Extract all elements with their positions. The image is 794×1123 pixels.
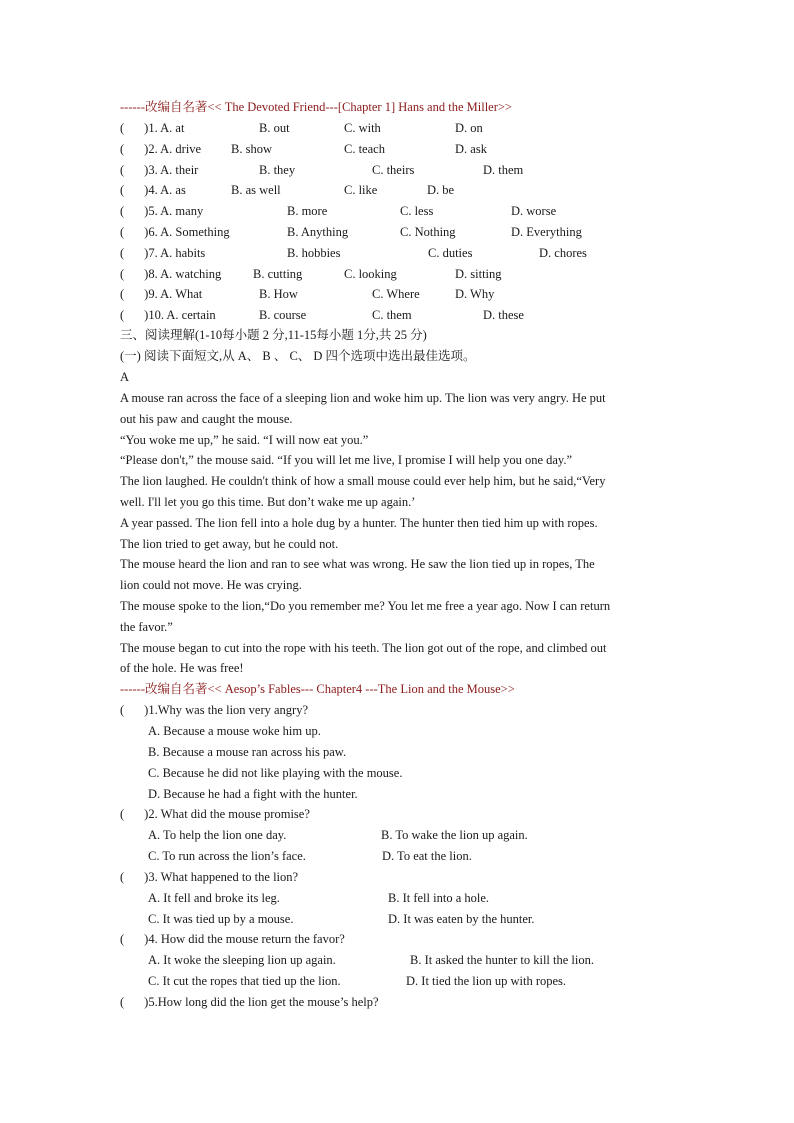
- passage-line: well. I'll let you go this time. But don’t wake me up again.’: [120, 495, 416, 509]
- option-b: B. course: [259, 308, 307, 323]
- passage-line: “Please don't,” the mouse said. “If you will let me live, I promise I will help you one day.”: [120, 453, 573, 468]
- option-b: B. It fell into a hole.: [388, 891, 490, 905]
- question-stem: )1.Why was the lion very angry?: [144, 703, 309, 717]
- option-a: )4. A. as: [144, 183, 186, 198]
- option-c: C. looking: [344, 266, 397, 281]
- answer-paren: (: [120, 162, 125, 177]
- question-stem: )2. What did the mouse promise?: [144, 807, 310, 821]
- question-5: [120, 993, 379, 1011]
- option-c: C. with: [344, 121, 381, 135]
- passage-line: of the hole. He was free!: [120, 661, 244, 676]
- option-b: B. Anything: [287, 225, 349, 239]
- option-c: C. less: [400, 204, 434, 219]
- option-c: C. Because he did not like playing with the mouse.: [148, 766, 403, 780]
- option-a: )9. A. What: [144, 287, 203, 302]
- section-title: 三、阅读理解(1-10每小题 2 分,11-15每小题 1分,共 25 分): [120, 328, 427, 342]
- answer-paren: (: [120, 266, 125, 281]
- option-b: B. out: [259, 121, 290, 135]
- option-d: D. them: [483, 162, 524, 177]
- option-a: A. To help the lion one day.: [148, 828, 287, 842]
- option-c: C. Nothing: [400, 225, 456, 239]
- option-a: )8. A. watching: [144, 266, 222, 281]
- option-d: D. be: [427, 183, 455, 198]
- cloze-item: [120, 223, 230, 241]
- answer-paren: (: [120, 245, 125, 260]
- answer-paren: (: [120, 141, 125, 156]
- option-a: A. It woke the sleeping lion up again.: [148, 953, 336, 967]
- passage-line: “You woke me up,” he said. “I will now eat you.”: [120, 432, 369, 447]
- cloze-item: [120, 140, 201, 158]
- section-instruction: (一) 阅读下面短文,从 A、 B 、 C、 D 四个选项中选出最佳选项。: [120, 349, 476, 363]
- passage-label: A: [120, 370, 130, 384]
- option-b: B. It asked the hunter to kill the lion.: [410, 953, 594, 967]
- answer-paren: (: [120, 703, 125, 717]
- option-d: D. Because he had a fight with the hunter.: [148, 787, 358, 801]
- option-a: )5. A. many: [144, 204, 204, 219]
- option-a: )2. A. drive: [144, 141, 202, 156]
- passage-line: The lion tried to get away, but he could not.: [120, 536, 339, 551]
- option-b: B. more: [287, 204, 328, 219]
- option-a: )10. A. certain: [144, 308, 216, 323]
- passage-line: The lion laughed. He couldn't think of how a small mouse could ever help him, but he said,“Very: [120, 474, 606, 489]
- option-d: D. It was eaten by the hunter.: [388, 912, 535, 926]
- cloze-item: [120, 306, 216, 324]
- answer-paren: (: [120, 308, 125, 323]
- question-stem: )5.How long did the lion get the mouse’s help?: [144, 995, 379, 1009]
- passage-line: The mouse heard the lion and ran to see what was wrong. He saw the lion tied up in ropes, The: [120, 557, 595, 572]
- cloze-item: [120, 161, 198, 179]
- option-b: B. Because a mouse ran across his paw.: [148, 745, 347, 759]
- option-b: B. To wake the lion up again.: [381, 828, 528, 842]
- option-a: )6. A. Something: [144, 225, 230, 239]
- option-b: B. How: [259, 287, 298, 302]
- option-d: D. chores: [539, 245, 587, 260]
- source-citation-1: ------改编自名著<< The Devoted Friend---[Chapter 1] Hans and the Miller>>: [120, 100, 512, 114]
- option-a: )1. A. at: [144, 121, 185, 135]
- answer-paren: (: [120, 225, 125, 239]
- option-a: A. Because a mouse woke him up.: [148, 724, 321, 738]
- option-c: C. It was tied up by a mouse.: [148, 912, 294, 926]
- cloze-item: [120, 119, 184, 137]
- option-d: D. Everything: [511, 225, 582, 239]
- option-c: C. Where: [372, 287, 420, 302]
- passage-line: A year passed. The lion fell into a hole dug by a hunter. The hunter then tied him up with ropes.: [120, 515, 598, 530]
- passage-line: The mouse spoke to the lion,“Do you remember me? You let me free a year ago. Now I can return: [120, 599, 611, 613]
- question-1: [120, 701, 308, 719]
- option-c: C. like: [344, 183, 378, 198]
- option-d: D. ask: [455, 141, 487, 156]
- answer-paren: (: [120, 807, 125, 821]
- option-c: C. duties: [428, 245, 473, 260]
- option-b: B. as well: [231, 183, 281, 198]
- option-d: D. sitting: [455, 266, 502, 281]
- option-c: C. teach: [344, 141, 385, 156]
- option-d: D. Why: [455, 287, 495, 302]
- answer-paren: (: [120, 932, 125, 946]
- option-d: D. It tied the lion up with ropes.: [406, 974, 567, 988]
- option-d: D. worse: [511, 204, 557, 219]
- passage-line: lion could not move. He was crying.: [120, 578, 302, 593]
- option-d: D. these: [483, 308, 524, 323]
- cloze-item: [120, 265, 221, 283]
- passage-line: the favor.”: [120, 619, 173, 634]
- source-citation-2: ------改编自名著<< Aesop’s Fables--- Chapter4 ---The Lion and the Mouse>>: [120, 682, 515, 696]
- option-d: D. To eat the lion.: [382, 849, 472, 863]
- option-a: A. It fell and broke its leg.: [148, 891, 280, 905]
- answer-paren: (: [120, 183, 125, 198]
- answer-paren: (: [120, 870, 125, 884]
- answer-paren: (: [120, 287, 125, 302]
- passage-line: A mouse ran across the face of a sleeping lion and woke him up. The lion was very angry. He put: [120, 391, 606, 405]
- passage-line: The mouse began to cut into the rope with his teeth. The lion got out of the rope, and climbed out: [120, 640, 607, 655]
- cloze-item: [120, 285, 202, 303]
- passage-line: out his paw and caught the mouse.: [120, 411, 293, 426]
- question-3: [120, 868, 298, 886]
- question-2: [120, 805, 310, 823]
- option-c: C. them: [372, 308, 412, 323]
- question-4: [120, 930, 345, 948]
- option-a: )3. A. their: [144, 162, 199, 177]
- question-stem: )4. How did the mouse return the favor?: [144, 932, 345, 946]
- option-c: C. theirs: [372, 162, 415, 177]
- option-c: C. To run across the lion’s face.: [148, 849, 306, 863]
- option-c: C. It cut the ropes that tied up the lion.: [148, 974, 341, 988]
- cloze-item: [120, 181, 186, 199]
- option-b: B. hobbies: [287, 245, 341, 260]
- cloze-item: [120, 244, 205, 262]
- answer-paren: (: [120, 204, 125, 219]
- option-d: D. on: [455, 121, 483, 135]
- answer-paren: (: [120, 995, 125, 1009]
- answer-paren: (: [120, 121, 125, 135]
- option-a: )7. A. habits: [144, 245, 206, 260]
- option-b: B. they: [259, 162, 296, 177]
- option-b: B. cutting: [253, 266, 303, 281]
- option-b: B. show: [231, 141, 272, 156]
- cloze-item: [120, 202, 203, 220]
- question-stem: )3. What happened to the lion?: [144, 870, 299, 884]
